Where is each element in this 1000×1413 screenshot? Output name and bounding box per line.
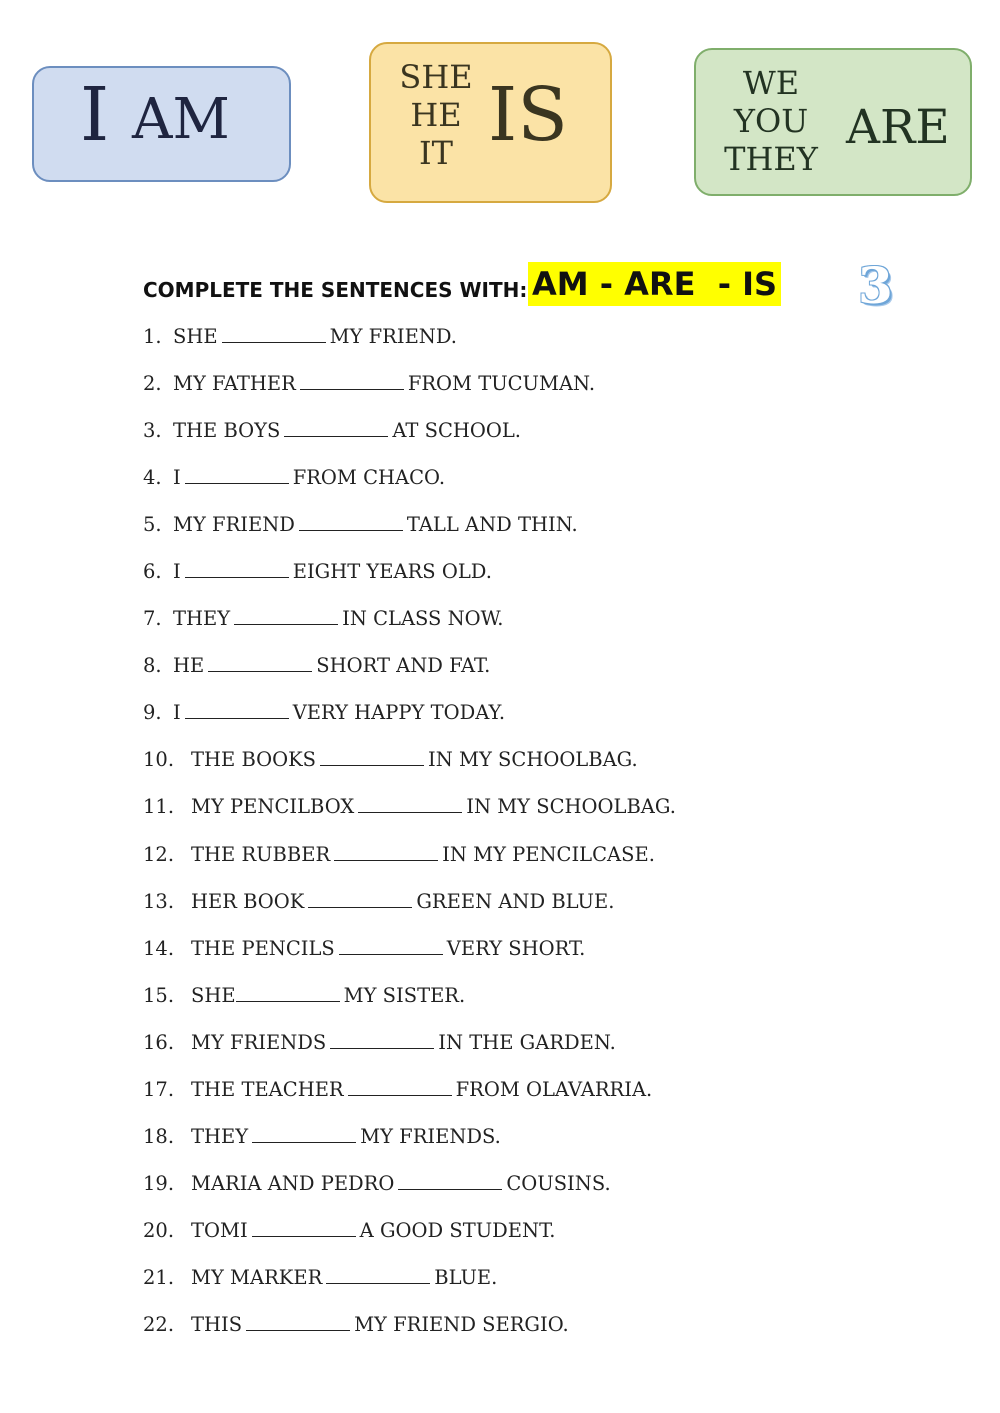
question-number: 20. xyxy=(143,1218,175,1242)
question-item xyxy=(143,604,676,651)
question-number: 2. xyxy=(143,372,162,396)
question-number: 14. xyxy=(143,936,175,960)
question-text-after: SHORT AND FAT. xyxy=(316,654,491,678)
question-text-before: THE RUBBER xyxy=(191,842,331,866)
question-text-after: A GOOD STUDENT. xyxy=(359,1218,556,1242)
question-number: 16. xyxy=(143,1030,175,1054)
question-text-before: THEY xyxy=(173,607,231,631)
question-text-after: IN CLASS NOW. xyxy=(342,607,504,631)
question-text-before: HER BOOK xyxy=(191,889,305,913)
question-text-after: FROM OLAVARRIA. xyxy=(455,1077,653,1101)
question-text-before: THEY xyxy=(191,1124,249,1148)
question-number: 18. xyxy=(143,1124,175,1148)
question-number: 1. xyxy=(143,325,162,348)
question-item xyxy=(143,745,676,792)
instruction-highlight: AM - ARE - IS xyxy=(528,262,781,306)
question-item xyxy=(143,1216,676,1263)
answer-blank[interactable] xyxy=(284,416,388,437)
question-number: 12. xyxy=(143,842,175,866)
is-pronouns xyxy=(398,58,474,172)
question-number: 11. xyxy=(143,795,175,819)
answer-blank[interactable] xyxy=(185,463,289,484)
question-number: 8. xyxy=(143,654,162,678)
answer-blank[interactable] xyxy=(348,1075,452,1096)
question-text-before: I xyxy=(173,466,181,490)
question-item xyxy=(143,651,676,698)
question-item xyxy=(143,792,676,839)
question-text-before: MY MARKER xyxy=(191,1265,323,1289)
question-item xyxy=(143,322,676,369)
question-text-before: I xyxy=(173,701,181,725)
answer-blank[interactable] xyxy=(252,1122,356,1143)
question-number: 22. xyxy=(143,1312,175,1336)
question-item xyxy=(143,416,676,463)
pronoun-you: YOU xyxy=(733,102,809,140)
verb-are: ARE xyxy=(846,100,950,155)
answer-blank[interactable] xyxy=(334,840,438,861)
question-item xyxy=(143,934,676,981)
question-item xyxy=(143,369,676,416)
page-number: 3 xyxy=(858,256,893,315)
question-item xyxy=(143,981,676,1028)
are-pronouns xyxy=(718,64,824,178)
question-item xyxy=(143,698,676,745)
question-text-after: VERY HAPPY TODAY. xyxy=(292,701,506,725)
question-text-before: THE TEACHER xyxy=(191,1077,344,1101)
question-text-after: IN THE GARDEN. xyxy=(438,1030,616,1054)
answer-blank[interactable] xyxy=(252,1216,356,1237)
pronoun-it: IT xyxy=(419,134,453,172)
answer-blank[interactable] xyxy=(234,604,338,625)
question-text-before: THIS xyxy=(191,1312,243,1336)
verb-am: AM xyxy=(132,87,230,152)
question-number: 4. xyxy=(143,466,162,490)
answer-blank[interactable] xyxy=(320,745,424,766)
question-text-after: FROM CHACO. xyxy=(292,466,446,490)
question-text-after: FROM TUCUMAN. xyxy=(407,372,596,396)
question-text-after: EIGHT YEARS OLD. xyxy=(292,560,492,584)
instruction-label: COMPLETE THE SENTENCES WITH: xyxy=(143,278,528,302)
question-text-after: MY SISTER. xyxy=(343,983,466,1007)
answer-blank[interactable] xyxy=(308,887,412,908)
question-item xyxy=(143,1028,676,1075)
question-item xyxy=(143,510,676,557)
question-text-after: VERY SHORT. xyxy=(446,936,586,960)
question-text-before: MY FRIEND xyxy=(173,513,295,537)
question-text-before: SHE xyxy=(173,325,218,348)
question-number: 7. xyxy=(143,607,162,631)
answer-blank[interactable] xyxy=(185,557,289,578)
question-number: 3. xyxy=(143,419,162,443)
question-text-after: MY FRIEND SERGIO. xyxy=(354,1312,569,1336)
question-text-after: IN MY SCHOOLBAG. xyxy=(428,748,638,772)
question-number: 19. xyxy=(143,1171,175,1195)
question-text-after: MY FRIENDS. xyxy=(360,1124,501,1148)
pronoun-they: THEY xyxy=(724,140,818,178)
answer-blank[interactable] xyxy=(222,322,326,343)
question-text-before: I xyxy=(173,560,181,584)
question-number: 5. xyxy=(143,513,162,537)
question-text-before: THE BOYS xyxy=(173,419,281,443)
question-item xyxy=(143,463,676,510)
question-number: 6. xyxy=(143,560,162,584)
question-text-before: SHE xyxy=(191,983,236,1007)
question-text-before: TOMI xyxy=(191,1218,248,1242)
question-number: 15. xyxy=(143,983,175,1007)
question-number: 21. xyxy=(143,1265,175,1289)
question-text-before: MARIA AND PEDRO xyxy=(191,1171,395,1195)
question-text-before: HE xyxy=(173,654,205,678)
question-text-before: MY FRIENDS xyxy=(191,1030,327,1054)
question-text-before: MY FATHER xyxy=(173,372,296,396)
verb-is: IS xyxy=(488,72,568,158)
question-item xyxy=(143,1263,676,1310)
answer-blank[interactable] xyxy=(339,934,443,955)
question-list xyxy=(143,322,676,1357)
question-text-before: THE BOOKS xyxy=(191,748,317,772)
question-text-after: IN MY PENCILCASE. xyxy=(442,842,655,866)
pronoun-we: WE xyxy=(742,64,800,102)
answer-blank[interactable] xyxy=(300,369,404,390)
pronoun-i: I xyxy=(80,72,110,158)
answer-blank[interactable] xyxy=(398,1169,502,1190)
question-number: 10. xyxy=(143,748,175,772)
question-text-after: BLUE. xyxy=(434,1265,498,1289)
pronoun-she: SHE xyxy=(399,58,473,96)
question-text-after: COUSINS. xyxy=(506,1171,611,1195)
question-text-after: TALL AND THIN. xyxy=(406,513,578,537)
answer-blank[interactable] xyxy=(326,1263,430,1284)
question-number: 9. xyxy=(143,701,162,725)
pronoun-he: HE xyxy=(410,96,462,134)
question-item xyxy=(143,840,676,887)
question-text-before: THE PENCILS xyxy=(191,936,335,960)
question-item xyxy=(143,1075,676,1122)
answer-blank[interactable] xyxy=(246,1310,350,1331)
answer-blank[interactable] xyxy=(330,1028,434,1049)
answer-blank[interactable] xyxy=(236,981,340,1002)
question-text-before: MY PENCILBOX xyxy=(191,795,355,819)
question-number: 17. xyxy=(143,1077,175,1101)
question-text-after: AT SCHOOL. xyxy=(392,419,521,443)
question-text-after: GREEN AND BLUE. xyxy=(416,889,615,913)
question-item xyxy=(143,1169,676,1216)
question-number: 13. xyxy=(143,889,175,913)
question-text-after: MY FRIEND. xyxy=(329,325,457,348)
question-item xyxy=(143,1310,676,1357)
answer-blank[interactable] xyxy=(358,792,462,813)
answer-blank[interactable] xyxy=(185,698,289,719)
question-text-after: IN MY SCHOOLBAG. xyxy=(466,795,676,819)
answer-blank[interactable] xyxy=(299,510,403,531)
answer-blank[interactable] xyxy=(208,651,312,672)
question-item xyxy=(143,887,676,934)
question-item xyxy=(143,1122,676,1169)
question-item xyxy=(143,557,676,604)
